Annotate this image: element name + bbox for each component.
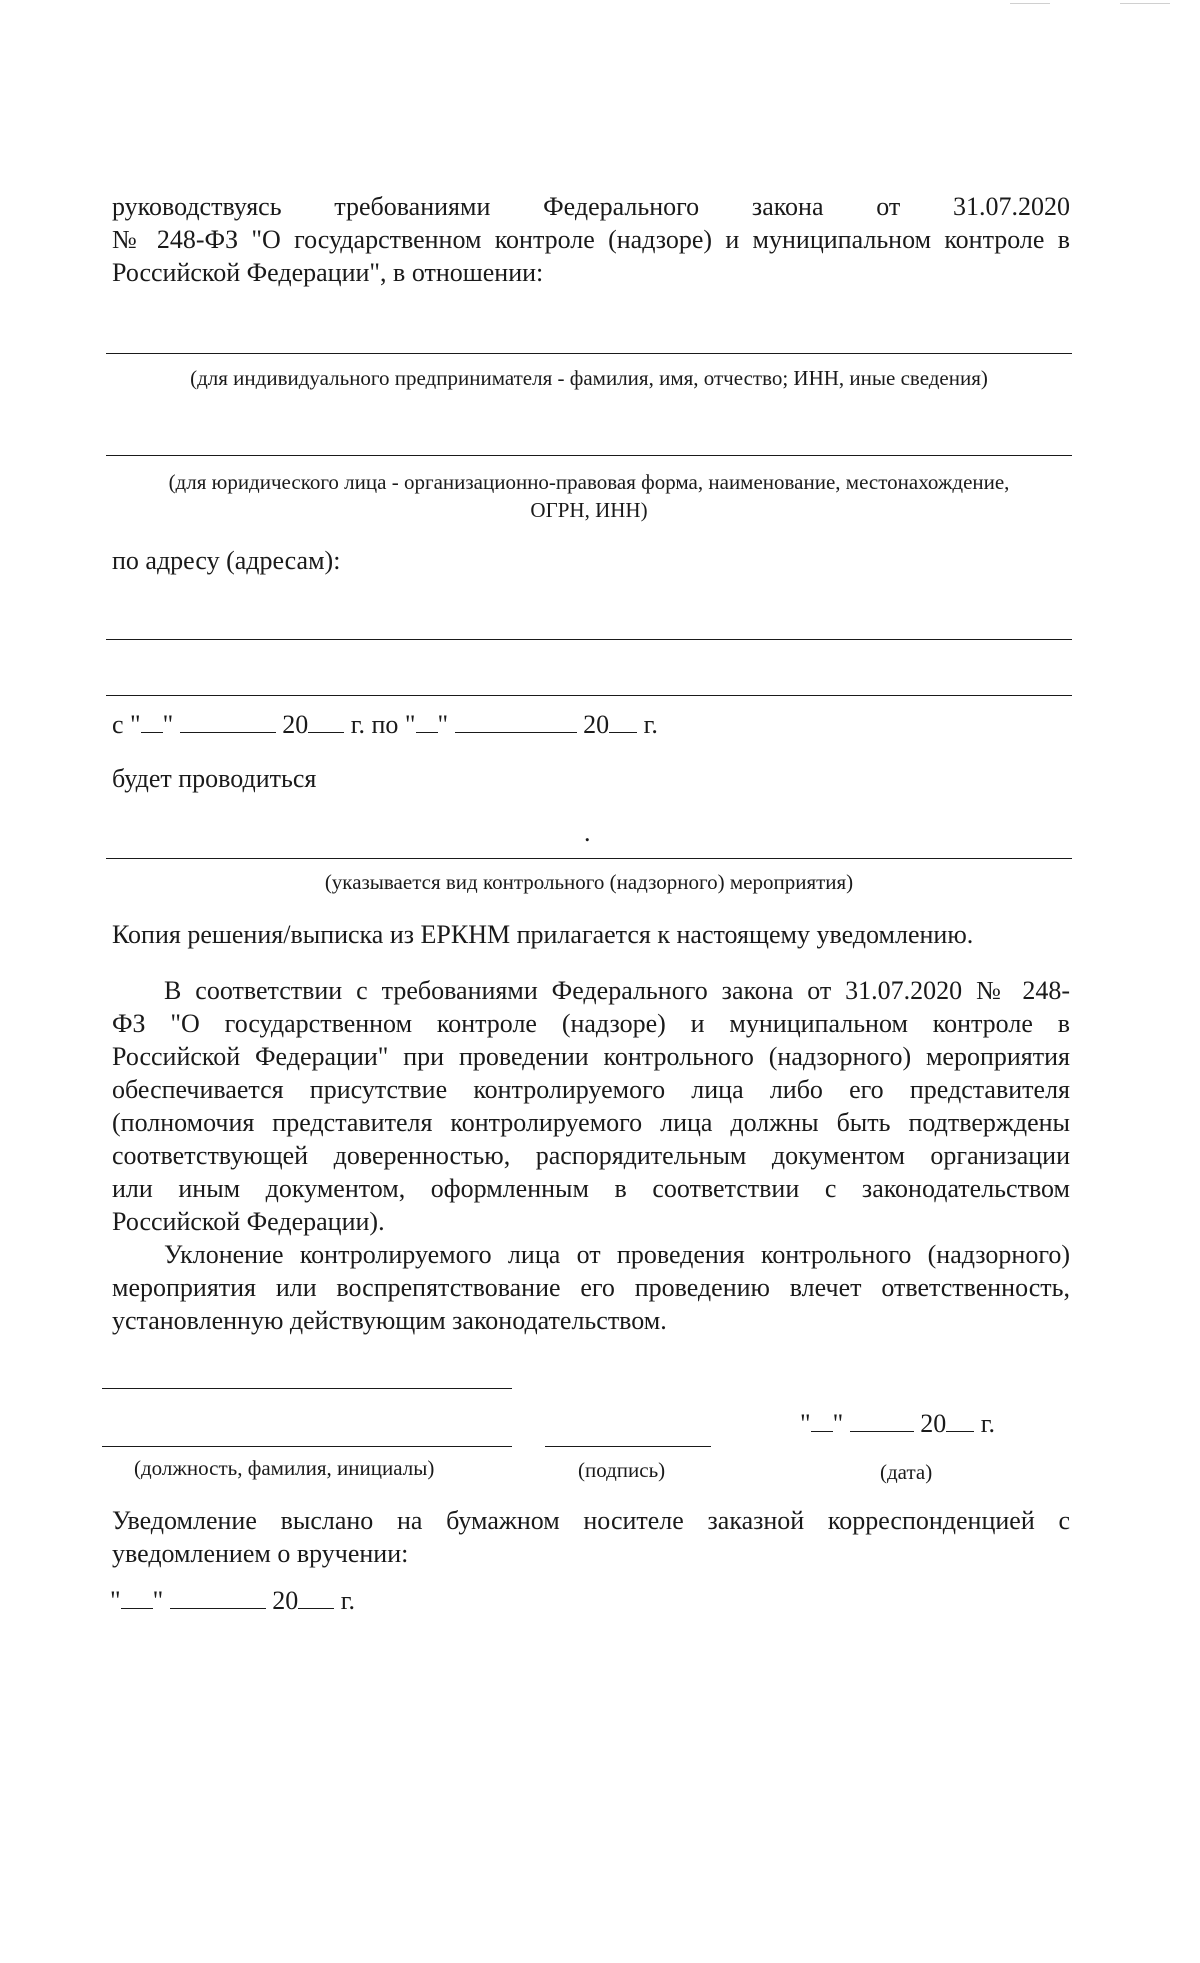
- date-quote: ": [800, 1409, 811, 1438]
- month-to-blank[interactable]: [455, 708, 577, 733]
- paragraph-1-line: (полномочия представителя контролируемого лица должны быть подтверждены: [112, 1108, 1070, 1137]
- year-from-blank[interactable]: [308, 708, 344, 733]
- address-fill-line-2[interactable]: [106, 695, 1072, 696]
- position-fill-line-1[interactable]: [102, 1388, 512, 1389]
- paragraph-1-line: или иным документом, оформленным в соответствии с законодательством: [112, 1174, 1070, 1203]
- final-year-blank[interactable]: [298, 1584, 334, 1609]
- final-date: [110, 1584, 355, 1617]
- final-day-blank[interactable]: [121, 1584, 153, 1609]
- period-to-text: г. по ": [350, 710, 416, 739]
- intro-word: закона: [751, 192, 824, 221]
- period-year-to: 20: [583, 710, 610, 739]
- signature-year-blank[interactable]: [946, 1407, 974, 1432]
- day-to-blank[interactable]: [416, 708, 438, 733]
- final-date-year: 20: [272, 1586, 299, 1615]
- date-quote: ": [832, 1409, 844, 1438]
- intro-word: руководствуясь: [112, 192, 282, 221]
- final-month-blank[interactable]: [170, 1584, 266, 1609]
- stray-dot: .: [584, 818, 591, 847]
- paragraph-1-line: соответствующей доверенностью, распорядительным документом организации: [112, 1141, 1070, 1170]
- signature-date: [800, 1407, 995, 1440]
- legal-entity-caption-line-1: (для юридического лица - организационно-правовая форма, наименование, местонахождение,: [168, 470, 1010, 494]
- intro-line-1: [112, 190, 1070, 223]
- final-date-quote: ": [110, 1586, 121, 1615]
- caption-date: (дата): [880, 1460, 933, 1484]
- mail-notice: [112, 1504, 1070, 1570]
- final-date-suffix: г.: [340, 1586, 355, 1615]
- intro-word: Федерального: [543, 192, 700, 221]
- period-line: [112, 708, 658, 741]
- legal-entity-caption: [106, 468, 1072, 524]
- mail-notice-line: Уведомление выслано на бумажном носителе заказной корреспонденцией с: [112, 1506, 1070, 1535]
- year-to-blank[interactable]: [609, 708, 637, 733]
- signature-date-suffix: г.: [980, 1409, 995, 1438]
- signature-month-blank[interactable]: [850, 1407, 914, 1432]
- intro-word: от: [876, 192, 901, 221]
- paragraph-1: [112, 974, 1070, 1238]
- day-from-blank[interactable]: [141, 708, 163, 733]
- period-year-from: 20: [282, 710, 309, 739]
- legal-entity-caption-line-2: ОГРН, ИНН): [530, 498, 648, 522]
- intro-word: 31.07.2020: [953, 192, 1071, 221]
- period-quote: ": [437, 710, 449, 739]
- position-fill-line-2[interactable]: [102, 1446, 512, 1447]
- signature-day-blank[interactable]: [811, 1407, 833, 1432]
- period-quote: ": [162, 710, 174, 739]
- caption-signature: (подпись): [578, 1458, 666, 1482]
- paragraph-2-line: Уклонение контролируемого лица от проведения контрольного (надзорного): [164, 1240, 1070, 1269]
- entrepreneur-caption: (для индивидуального предпринимателя - фамилия, имя, отчество; ИНН, иные сведения): [190, 366, 988, 390]
- copy-note: Копия решения/выписка из ЕРКНМ прилагается к настоящему уведомлению.: [112, 920, 974, 949]
- address-label: по адресу (адресам):: [112, 546, 341, 575]
- paragraph-2-line: мероприятия или воспрепятствование его проведению влечет ответственность,: [112, 1273, 1070, 1302]
- paragraph-1-line: обеспечивается присутствие контролируемого лица либо его представителя: [112, 1075, 1070, 1104]
- mail-notice-line: уведомлением о вручении:: [112, 1539, 409, 1568]
- will-be-held-label: будет проводиться: [112, 764, 317, 793]
- intro-word: требованиями: [334, 192, 491, 221]
- scan-mark: [1120, 3, 1170, 4]
- paragraph-1-line: В соответствии с требованиями Федерального закона от 31.07.2020 № 248-: [164, 976, 1070, 1005]
- event-type-fill-line[interactable]: [106, 858, 1072, 859]
- paragraph-2-line: установленную действующим законодательством.: [112, 1306, 667, 1335]
- final-date-quote: ": [152, 1586, 164, 1615]
- month-from-blank[interactable]: [180, 708, 276, 733]
- intro-block: [112, 190, 1070, 289]
- signature-date-year: 20: [920, 1409, 947, 1438]
- legal-entity-fill-line[interactable]: [106, 455, 1072, 456]
- address-fill-line-1[interactable]: [106, 639, 1072, 640]
- period-from-text: с ": [112, 710, 141, 739]
- paragraph-2: [112, 1238, 1070, 1337]
- paragraph-1-line: ФЗ "О государственном контроле (надзоре) и муниципальном контроле в: [112, 1009, 1070, 1038]
- paragraph-1-line: Российской Федерации).: [112, 1207, 385, 1236]
- entrepreneur-fill-line[interactable]: [106, 353, 1072, 354]
- caption-position: (должность, фамилия, инициалы): [134, 1456, 435, 1480]
- intro-line-2: № 248-ФЗ "О государственном контроле (надзоре) и муниципальном контроле в: [112, 225, 1070, 254]
- period-year-suffix: г.: [643, 710, 658, 739]
- signature-fill-line[interactable]: [545, 1446, 711, 1447]
- event-type-caption: (указывается вид контрольного (надзорного) мероприятия): [324, 870, 854, 894]
- intro-line-3: Российской Федерации", в отношении:: [112, 258, 544, 287]
- paragraph-1-line: Российской Федерации" при проведении контрольного (надзорного) мероприятия: [112, 1042, 1070, 1071]
- scan-mark: [1010, 3, 1050, 4]
